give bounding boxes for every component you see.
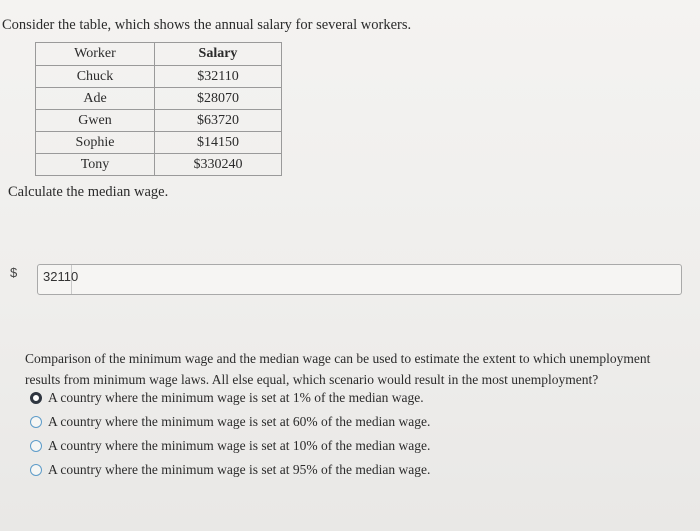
worker-cell: Ade <box>36 88 155 110</box>
table-row <box>36 66 282 88</box>
salary-cell: $330240 <box>155 154 282 176</box>
worker-cell: Tony <box>36 154 155 176</box>
table-row <box>36 110 282 132</box>
worker-cell: Sophie <box>36 132 155 154</box>
option-label[interactable]: A country where the minimum wage is set at 95% of the median wage. <box>48 462 431 477</box>
salary-cell: $14150 <box>155 132 282 154</box>
currency-symbol: $ <box>10 265 18 280</box>
table-row <box>36 88 282 110</box>
option-label[interactable]: A country where the minimum wage is set at 10% of the median wage. <box>48 438 431 453</box>
option-1pct[interactable] <box>30 386 430 410</box>
question-text: Comparison of the minimum wage and the median wage can be used to estimate the extent to which unemployment results from minimum wage laws. All else equal, which scenario would result in the most unemployment? <box>25 351 651 387</box>
answer-options <box>30 386 430 482</box>
salary-table <box>35 42 282 176</box>
option-label[interactable]: A country where the minimum wage is set at 60% of the median wage. <box>48 414 431 429</box>
option-95pct[interactable] <box>30 458 430 482</box>
header-worker: Worker <box>36 43 155 66</box>
median-answer-input[interactable] <box>37 264 682 295</box>
table-row <box>36 132 282 154</box>
radio-selected-icon[interactable] <box>30 392 42 404</box>
radio-icon[interactable] <box>30 464 42 476</box>
salary-cell: $28070 <box>155 88 282 110</box>
header-salary: Salary <box>155 43 282 66</box>
option-60pct[interactable] <box>30 410 430 434</box>
option-10pct[interactable] <box>30 434 430 458</box>
salary-cell: $32110 <box>155 66 282 88</box>
worker-cell: Gwen <box>36 110 155 132</box>
radio-icon[interactable] <box>30 440 42 452</box>
option-label[interactable]: A country where the minimum wage is set at 1% of the median wage. <box>48 390 424 405</box>
median-answer-value[interactable]: 32110 <box>42 265 72 294</box>
salary-cell: $63720 <box>155 110 282 132</box>
worker-cell: Chuck <box>36 66 155 88</box>
radio-icon[interactable] <box>30 416 42 428</box>
table-row <box>36 154 282 176</box>
table-header-row <box>36 43 282 66</box>
calc-prompt: Calculate the median wage. <box>8 184 169 200</box>
intro-text: Consider the table, which shows the annual salary for several workers. <box>2 17 412 33</box>
